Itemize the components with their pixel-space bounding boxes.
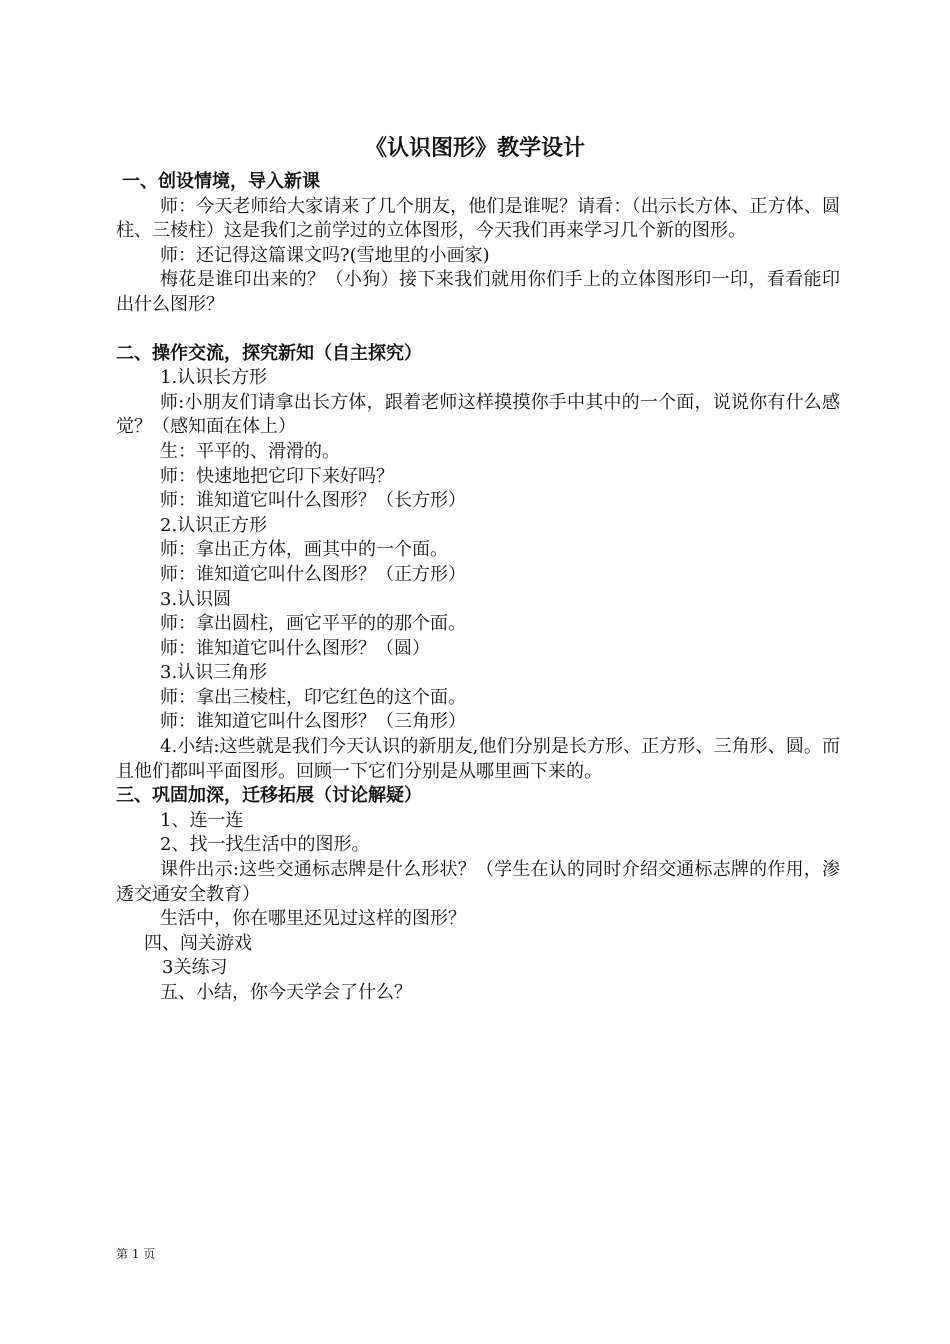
paragraph: 生：平平的、滑滑的。 [160,440,340,462]
page-footer: 第 1 页 [116,1247,156,1261]
paragraph: 生活中，你在哪里还见过这样的图形？ [160,908,466,930]
paragraph: 师：谁知道它叫什么图形？（长方形） [160,490,466,512]
paragraph: 师：拿出圆柱，画它平平的的那个面。 [160,613,466,635]
summary-paragraph: 4.小结:这些就是我们今天认识的新朋友,他们分别是长方形、正方形、三角形、圆。而且他们都叫平面图形。回顾一下它们分别是从哪里画下来的。 [116,736,840,782]
spacer [116,318,840,342]
section-heading-4: 四、闯关游戏 [144,932,252,954]
subsection-title: 3.认识圆 [160,588,232,610]
paragraph: 师：快速地把它印下来好吗？ [160,465,394,487]
paragraph: 3关练习 [162,957,228,979]
paragraph: 师：谁知道它叫什么图形？（圆） [160,637,430,659]
paragraph: 1、连一连 [160,809,244,831]
paragraph: 师:小朋友们请拿出长方体，跟着老师这样摸摸你手中其中的一个面，说说你有什么感觉？（感知面在体上） [116,391,840,438]
section-heading-3: 三、巩固加深，迁移拓展（讨论解疑） [116,785,422,807]
subsection-title: 1.认识长方形 [160,367,268,389]
paragraph: 师：拿出三棱柱，印它红色的这个面。 [160,686,466,708]
section-heading-2: 二、操作交流，探究新知（自主探究） [116,342,422,364]
section-heading-5: 五、小结，你今天学会了什么？ [160,982,412,1003]
document-body [116,170,840,1006]
paragraph: 师：拿出正方体，画其中的一个面。 [160,539,448,561]
subsection-title: 3.认识三角形 [160,662,268,684]
paragraph: 2、找一找生活中的图形。 [160,834,370,856]
paragraph: 师：今天老师给大家请来了几个朋友，他们是谁呢？请看：（出示长方体、正方体、圆柱、三棱柱）这是我们之前学过的立体图形，今天我们再来学习几个新的图形。 [116,195,840,242]
paragraph: 师：谁知道它叫什么图形？（正方形） [160,563,466,585]
paragraph: 课件出示:这些交通标志牌是什么形状？（学生在认的同时介绍交通标志牌的作用，渗透交通安全教育） [116,859,840,905]
paragraph: 师：还记得这篇课文吗?(雪地里的小画家) [160,244,490,266]
paragraph: 师：谁知道它叫什么图形？（三角形） [160,711,466,733]
paragraph: 梅花是谁印出来的？（小狗）接下来我们就用你们手上的立体图形印一印，看看能印出什么图形？ [116,269,840,315]
section-heading-1: 一、创设情境，导入新课 [122,171,320,192]
subsection-title: 2.认识正方形 [160,514,268,536]
document-title: 《认识图形》教学设计 [364,136,585,161]
